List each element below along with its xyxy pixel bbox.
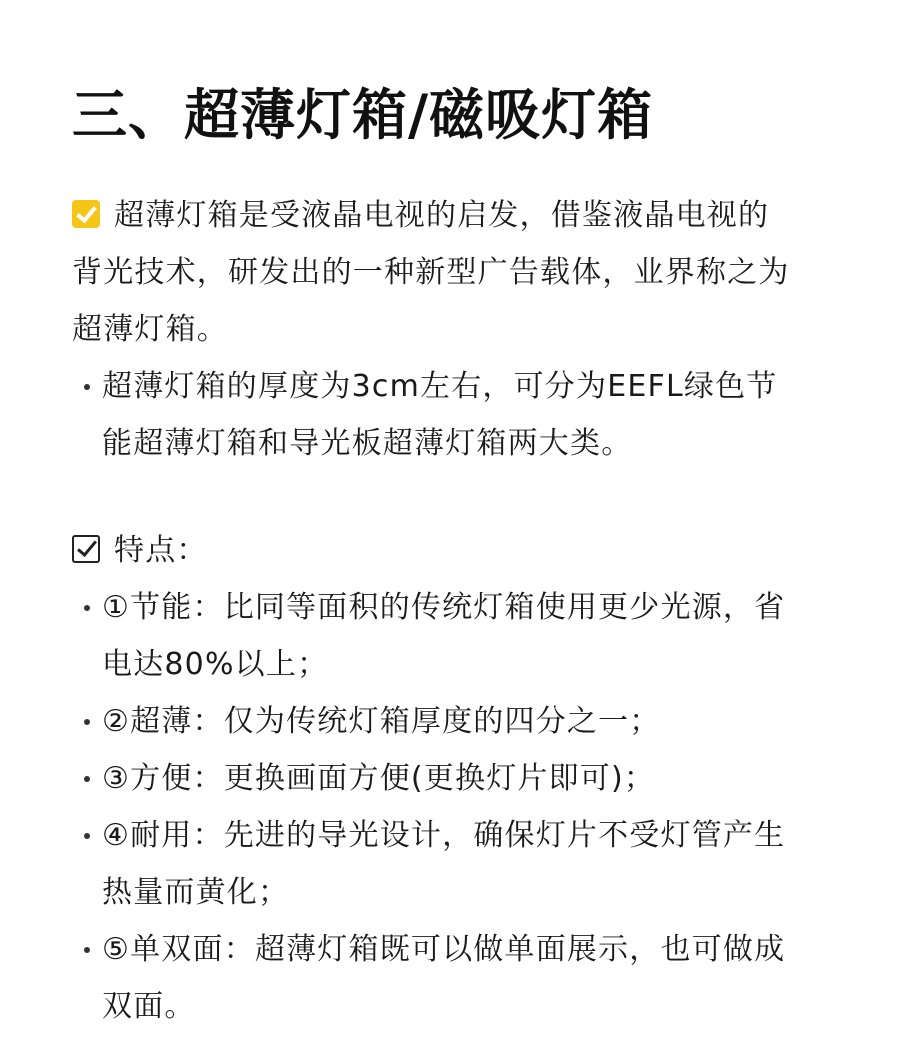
feature-line: 电达80%以上；: [102, 647, 329, 682]
feature-item: [72, 693, 852, 750]
feature-item: [72, 807, 852, 921]
intro-paragraph: [72, 187, 832, 358]
feature-line: ⑤单双面：超薄灯箱既可以做单面展示，也可做成: [102, 932, 786, 967]
bullet-dot-icon: [80, 921, 100, 978]
bullet-dot-icon: [80, 358, 100, 415]
intro-line: 超薄灯箱是受液晶电视的启发，借鉴液晶电视的: [72, 187, 832, 244]
feature-line: ②超薄：仅为传统灯箱厚度的四分之一；: [102, 704, 661, 739]
feature-item: [72, 750, 852, 807]
checkbox-icon: [72, 535, 100, 563]
feature-line: ④耐用：先进的导光设计，确保灯片不受灯管产生: [102, 818, 786, 853]
feature-line: ①节能：比同等面积的传统灯箱使用更少光源，省: [102, 590, 786, 625]
feature-line: ③方便：更换画面方便(更换灯片即可)；: [102, 761, 656, 796]
bullet-dot-icon: [80, 750, 100, 807]
section-title: 三、超薄灯箱/磁吸灯箱: [72, 83, 654, 147]
feature-line: 热量而黄化；: [102, 875, 290, 910]
features-heading: 特点：: [72, 522, 832, 579]
bullet-dot-icon: [80, 693, 100, 750]
feature-item: [72, 921, 852, 1035]
bullet-line: 能超薄灯箱和导光板超薄灯箱两大类。: [102, 426, 633, 461]
feature-item: [72, 579, 852, 693]
intro-line: 背光技术，研发出的一种新型广告载体，业界称之为: [72, 255, 790, 290]
bullet-line: 超薄灯箱的厚度为3cm左右，可分为EEFL绿色节: [102, 369, 778, 404]
feature-line: 双面。: [102, 989, 196, 1024]
bullet-dot-icon: [80, 807, 100, 864]
bullet-dot-icon: [80, 579, 100, 636]
yellow-check-icon: [72, 200, 100, 228]
thickness-bullet: [72, 358, 852, 472]
intro-line: 超薄灯箱。: [72, 312, 228, 347]
